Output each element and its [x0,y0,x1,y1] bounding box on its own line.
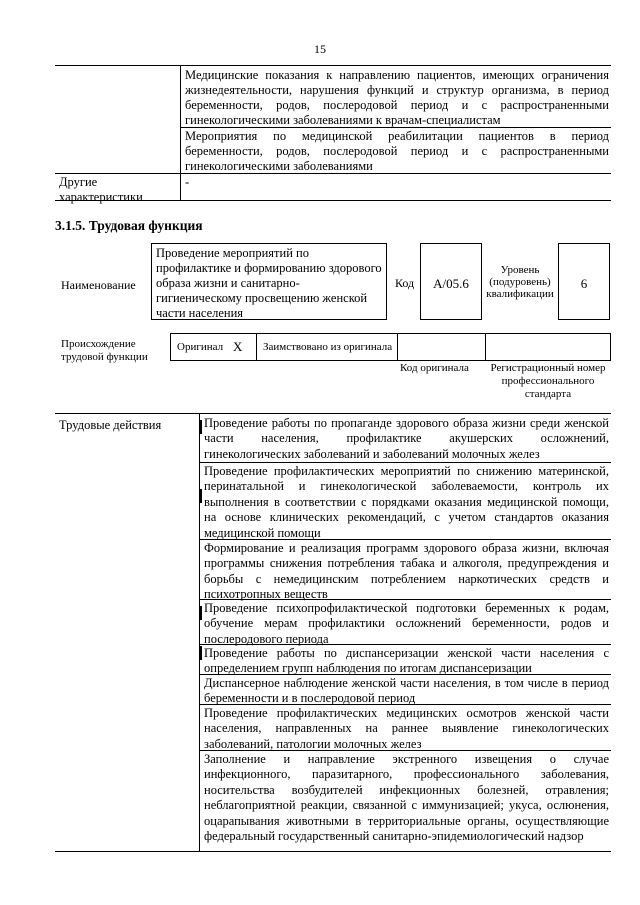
list-item: Проведение профилактических медицинских осмотров женской части населения, направленных на раннее выявление гинекологических заболеваний, патологии молочных желез [204,706,609,751]
list-item: Диспансерное наблюдение женской части населения, в том числе в период беременности и в послеродовой период [204,676,609,706]
borrowed-label: Заимствовано из оригинала [263,341,393,353]
table-cell: Медицинские показания к направлению пациентов, имеющих ограничения жизнедеятельности, нарушения функций и структур организма, в период беременности, родов, послеродовой период и с распространенными гинекологическими заболеваниями к врачам-специалистам [185,68,609,127]
section-title: 3.1.5. Трудовая функция [55,218,203,233]
original-mark: X [233,339,243,354]
list-item: Проведение психопрофилактической подготовки беременных к родам, обучение мерам профилактики осложнений беременности, родов и послеродового периода [204,601,609,646]
code-label: Код [395,276,415,290]
page-number: 15 [314,42,326,56]
labor-actions-label: Трудовые действия [59,418,162,432]
reg-number-label: Регистрационный номер профессионального стандарта [490,362,606,400]
table-cell: Мероприятия по медицинской реабилитации пациентов в период беременности, родов, послеродовой период и с распространенными гинекологическими заболеваниями [185,129,609,173]
origin-row [170,333,611,361]
other-characteristics-value: - [185,175,190,189]
level-value-box: 6 [558,243,610,320]
name-label: Наименование [61,278,136,292]
list-item: Заполнение и направление экстренного извещения о случае инфекционного, паразитарного, профессионального заболевания, носительства возбудителей инфекционных болезней, отравления; неблагоприятной реакции, связанной с иммунизацией; укуса, ослюнения, оцарапывания животными в территориальные органы, осуществляющие федеральный государственный санитарно-эпидемиологический надзор [204,752,609,844]
list-item: Формирование и реализация программ здорового образа жизни, включая программы снижения потребления табака и алкоголя, предупреждения и борьбы с немедицинским потреблением наркотических средств и психотропных веществ [204,541,609,602]
continuation-table [55,65,611,204]
list-item: Проведение работы по пропаганде здорового образа жизни среди женской части населения, профилактике акушерских осложнений, гинекологических заболеваний и заболеваний молочных желез [204,416,609,461]
level-label: Уровень (подуровень) квалификации [486,264,554,300]
function-name-box: Проведение мероприятий по профилактике и формированию здорового образа жизни и санитарно-гигиеническому просвещению женской части населения [151,243,387,320]
origin-label: Происхождение трудовой функции [61,338,148,363]
list-item: Проведение работы по диспансеризации женской части населения с определением групп наблюдения по итогам диспансеризации [204,646,609,676]
other-characteristics-label: Другие характеристики [59,175,143,204]
list-item: Проведение профилактических мероприятий по снижению материнской, перинатальной и гинекологической заболеваемости, контроль их выполнения в соответствии с порядками оказания медицинской помощи, на основе клинических рекомендаций, с учетом стандартов оказания медицинской помощи [204,464,609,540]
labor-actions-table [55,413,611,852]
function-code-box: А/05.6 [420,243,482,320]
code-original-label: Код оригинала [400,362,469,374]
original-label: Оригинал [177,341,224,353]
